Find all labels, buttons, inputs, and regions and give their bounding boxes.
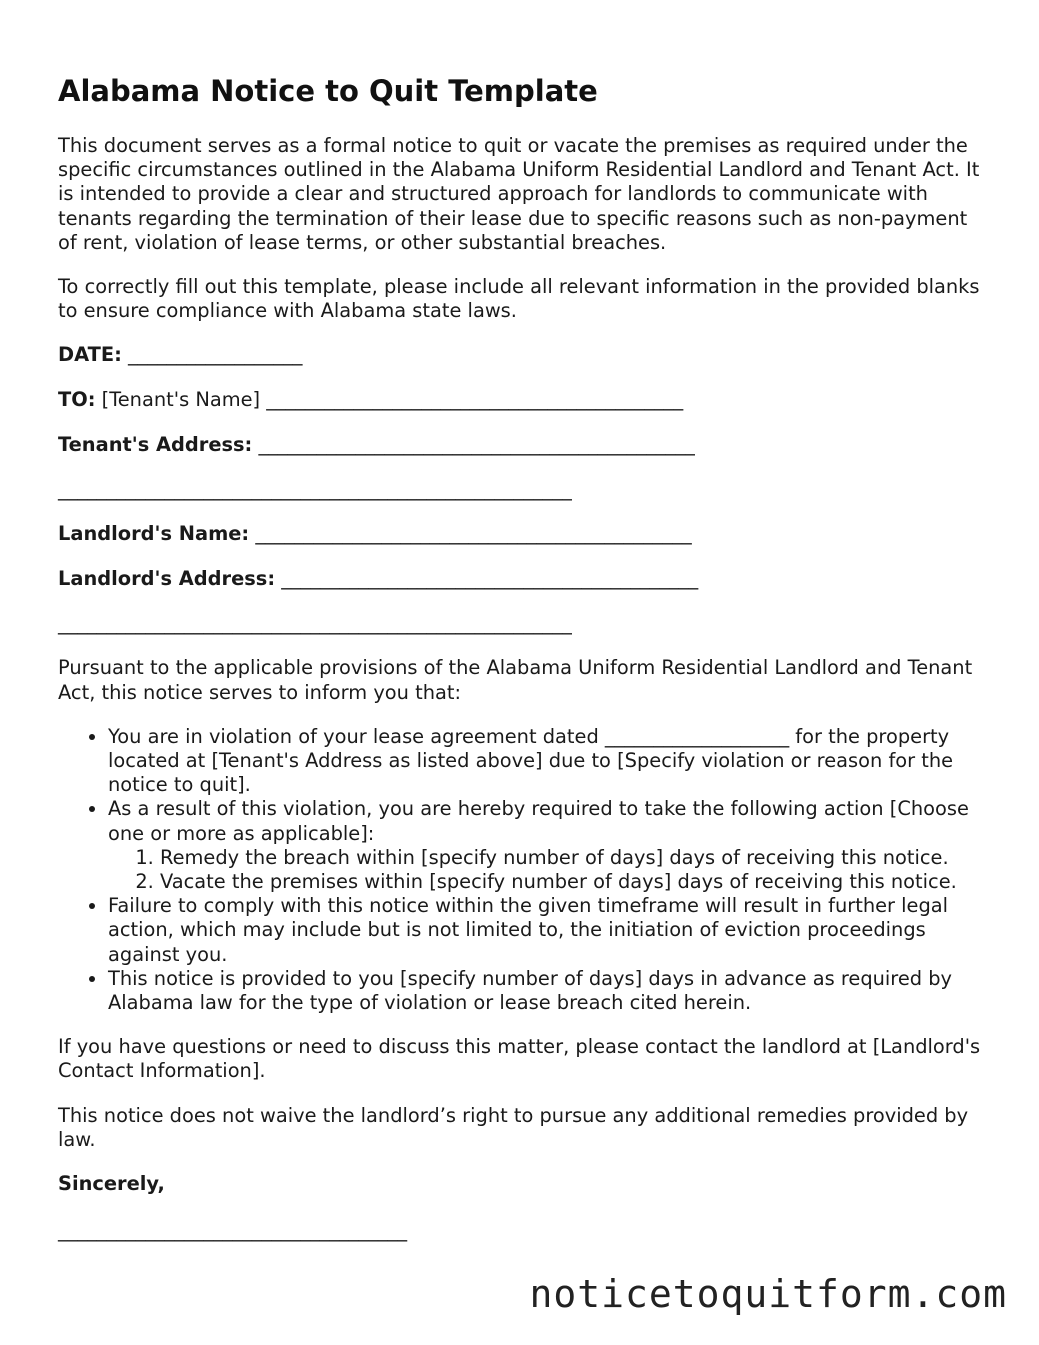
intro-paragraph: This document serves as a formal notice to quit or vacate the premises as required under the specific circumstances outlined in the Alabama Uniform Residential Landlord and Tenant Act. It is intended to provide a clear and structured approach for landlords to communicate with tenants regarding the termination of their lease due to specific reasons such as non-payment of rent, violation of lease terms, or other substantial breaches. [58,134,980,254]
required-action-text: As a result of this violation, you are hereby required to take the following action [Choose one or more as applicable]: [108,797,969,845]
landlord-address-line2: _____________________________________________________ [58,611,572,635]
bullet-required-action [108,797,988,894]
landlord-address-field [58,567,988,591]
date-blank: __________________ [121,343,303,367]
document-page [58,72,988,1243]
date-label: DATE: [58,343,122,367]
tenant-address-label: Tenant's Address: [58,432,253,456]
bullet-advance-notice: • This notice is provided to you [specify number of days] days in advance as required by Alabama law for the type of violation or lease breach cited herein. [108,967,988,1015]
bullet-failure-to-comply: • Failure to comply with this notice within the given timeframe will result in further legal action, which may include but is not limited to, the initiation of eviction proceedings against you. [108,894,988,967]
bullet-violation: • You are in violation of your lease agreement dated ___________________ for the property located at [Tenant's Address as listed above] due to [Specify violation or reason for the notice to quit]. [108,725,988,798]
document-title: Alabama Notice to Quit Template [58,74,598,108]
tenant-address-field [58,433,988,457]
to-field [58,388,988,412]
landlord-address-blank: ___________________________________________ [275,566,699,590]
pursuant-paragraph: Pursuant to the applicable provisions of the Alabama Uniform Residential Landlord and Tenant Act, this notice serves to inform you that: [58,656,973,704]
watermark-text: noticetoquitform.com [529,1272,1007,1316]
tenant-name-blank: [Tenant's Name] ___________________________________________ [95,388,684,412]
to-label: TO: [58,388,96,412]
landlord-address-label: Landlord's Address: [58,566,276,590]
landlord-name-field [58,522,988,546]
date-field [58,343,988,367]
instructions-paragraph: To correctly fill out this template, please include all relevant information in the provided blanks to ensure compliance with Alabama state laws. [58,275,980,323]
waiver-paragraph: This notice does not waive the landlord’s right to pursue any additional remedies provided by law. [58,1103,969,1151]
tenant-address-blank: _____________________________________________ [252,432,695,456]
action-option-vacate: 2. Vacate the premises within [specify number of days] days of receiving this notice. [160,870,988,894]
action-options-list [108,846,988,894]
closing-text: Sincerely, [58,1172,165,1195]
signature-line: ____________________________________ [58,1219,408,1243]
tenant-address-line2: _____________________________________________________ [58,477,572,501]
landlord-name-label: Landlord's Name: [58,522,250,546]
contact-paragraph: If you have questions or need to discuss this matter, please contact the landlord at [Landlord's Contact Information]. [58,1035,981,1083]
notice-bullet-list [58,725,988,1015]
action-option-remedy: 1. Remedy the breach within [specify number of days] days of receiving this notice. [160,846,988,870]
landlord-name-blank: _____________________________________________ [249,522,692,546]
